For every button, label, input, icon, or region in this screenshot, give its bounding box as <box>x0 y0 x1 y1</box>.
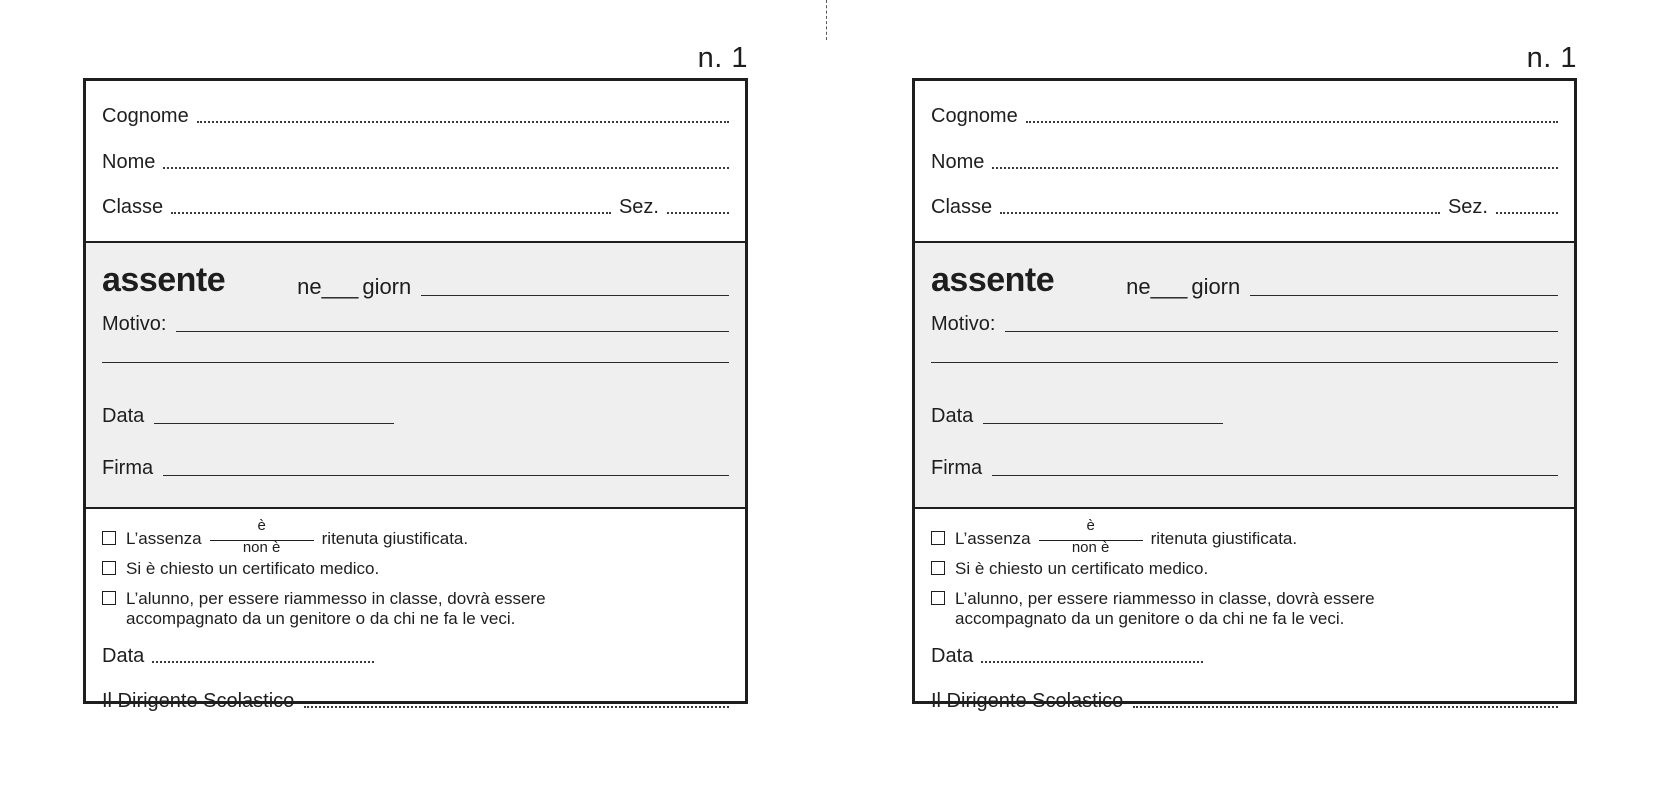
motivo-row-2 <box>931 361 1558 367</box>
check-riammesso-row <box>102 589 729 629</box>
check1-pre-text: L’assenza <box>126 529 202 548</box>
ne-label: ne___ <box>297 274 359 299</box>
fraction-top: è <box>257 517 266 534</box>
slip-number: n. 1 <box>697 42 748 74</box>
motivo-field-line2[interactable] <box>102 361 729 363</box>
assente-row <box>931 261 1558 300</box>
motivo-row <box>931 313 1558 336</box>
nome-row <box>102 151 729 174</box>
assente-row <box>102 261 729 300</box>
data-row <box>931 405 1558 428</box>
motivo-field[interactable] <box>176 330 729 332</box>
school-data-row <box>931 645 1558 668</box>
student-info-section <box>86 81 745 241</box>
motivo-field-line2[interactable] <box>931 361 1558 363</box>
slip-number: n. 1 <box>1526 42 1577 74</box>
cognome-label: Cognome <box>931 105 1018 127</box>
giorni-field[interactable] <box>421 294 729 296</box>
check2-text: Si è chiesto un certificato medico. <box>955 559 1209 578</box>
classe-label: Classe <box>931 196 993 218</box>
dirigente-signature-field[interactable] <box>304 705 729 708</box>
absence-section <box>915 241 1574 509</box>
sez-field[interactable] <box>1496 211 1558 214</box>
school-section <box>915 509 1574 712</box>
cognome-row <box>102 105 729 128</box>
certificato-checkbox[interactable] <box>102 561 116 575</box>
check3-line1: L’alunno, per essere riammesso in classe, dovrà essere <box>126 589 546 608</box>
fraction-top: è <box>1086 517 1095 534</box>
riammesso-checkbox[interactable] <box>931 591 945 605</box>
absence-slip-left <box>83 40 748 744</box>
classe-row <box>102 196 729 219</box>
cognome-row <box>931 105 1558 128</box>
check1-post-text: ritenuta giustificata. <box>1150 529 1298 548</box>
firma-row <box>102 457 729 480</box>
motivo-label: Motivo: <box>102 313 167 335</box>
cut-line <box>826 0 827 40</box>
motivo-row-2 <box>102 361 729 367</box>
nome-row <box>931 151 1558 174</box>
assente-label: assente <box>102 261 226 299</box>
fraction-bottom: non è <box>1071 539 1110 556</box>
absence-section <box>86 241 745 509</box>
ne-label: ne___ <box>1126 274 1188 299</box>
dirigente-row <box>931 690 1558 713</box>
nome-label: Nome <box>931 151 985 173</box>
nome-field[interactable] <box>992 166 1558 169</box>
motivo-row <box>102 313 729 336</box>
school-data-label: Data <box>102 645 145 667</box>
motivo-field[interactable] <box>1005 330 1558 332</box>
data-field[interactable] <box>983 422 1223 424</box>
firma-label: Firma <box>102 457 154 479</box>
check-giustificata-row <box>931 517 1558 559</box>
fraction-bottom: non è <box>242 539 281 556</box>
absence-slip-right <box>912 40 1577 744</box>
data-field[interactable] <box>154 422 394 424</box>
classe-label: Classe <box>102 196 164 218</box>
check3-line2: accompagnato da un genitore o da chi ne fa le veci. <box>955 609 1345 628</box>
student-info-section <box>915 81 1574 241</box>
cognome-label: Cognome <box>102 105 189 127</box>
check3-line2: accompagnato da un genitore o da chi ne fa le veci. <box>126 609 516 628</box>
motivo-label: Motivo: <box>931 313 996 335</box>
check3-line1: L’alunno, per essere riammesso in classe, dovrà essere <box>955 589 1375 608</box>
firma-row <box>931 457 1558 480</box>
school-section <box>86 509 745 712</box>
firma-field[interactable] <box>163 474 729 476</box>
giorn-label: giorn <box>1191 274 1241 299</box>
check-certificato-row <box>931 559 1558 579</box>
check1-post-text: ritenuta giustificata. <box>321 529 469 548</box>
data-row <box>102 405 729 428</box>
nome-label: Nome <box>102 151 156 173</box>
classe-field[interactable] <box>1000 211 1440 214</box>
data-label: Data <box>931 405 974 427</box>
giorn-label: giorn <box>362 274 412 299</box>
check2-text: Si è chiesto un certificato medico. <box>126 559 380 578</box>
giorni-field[interactable] <box>1250 294 1558 296</box>
slip-form <box>912 78 1577 712</box>
check-certificato-row <box>102 559 729 579</box>
dirigente-label: Il Dirigente Scolastico <box>931 690 1124 712</box>
fraction <box>210 517 314 559</box>
assente-label: assente <box>931 261 1055 299</box>
classe-field[interactable] <box>171 211 611 214</box>
check1-pre-text: L’assenza <box>955 529 1031 548</box>
dirigente-row <box>102 690 729 713</box>
dirigente-signature-field[interactable] <box>1133 705 1558 708</box>
slip-form <box>83 78 748 712</box>
data-label: Data <box>102 405 145 427</box>
check-giustificata-row <box>102 517 729 559</box>
check3-text <box>126 589 546 629</box>
giustificata-checkbox[interactable] <box>102 531 116 545</box>
firma-field[interactable] <box>992 474 1558 476</box>
cognome-field[interactable] <box>197 120 729 123</box>
school-data-field[interactable] <box>152 660 374 663</box>
school-data-field[interactable] <box>981 660 1203 663</box>
sez-field[interactable] <box>667 211 729 214</box>
classe-row <box>931 196 1558 219</box>
cognome-field[interactable] <box>1026 120 1558 123</box>
school-data-label: Data <box>931 645 974 667</box>
check3-text <box>955 589 1375 629</box>
sez-label: Sez. <box>618 196 659 218</box>
check-riammesso-row <box>931 589 1558 629</box>
fraction <box>1039 517 1143 559</box>
dirigente-label: Il Dirigente Scolastico <box>102 690 295 712</box>
firma-label: Firma <box>931 457 983 479</box>
school-data-row <box>102 645 729 668</box>
certificato-checkbox[interactable] <box>931 561 945 575</box>
riammesso-checkbox[interactable] <box>102 591 116 605</box>
nome-field[interactable] <box>163 166 729 169</box>
sez-label: Sez. <box>1447 196 1488 218</box>
giustificata-checkbox[interactable] <box>931 531 945 545</box>
